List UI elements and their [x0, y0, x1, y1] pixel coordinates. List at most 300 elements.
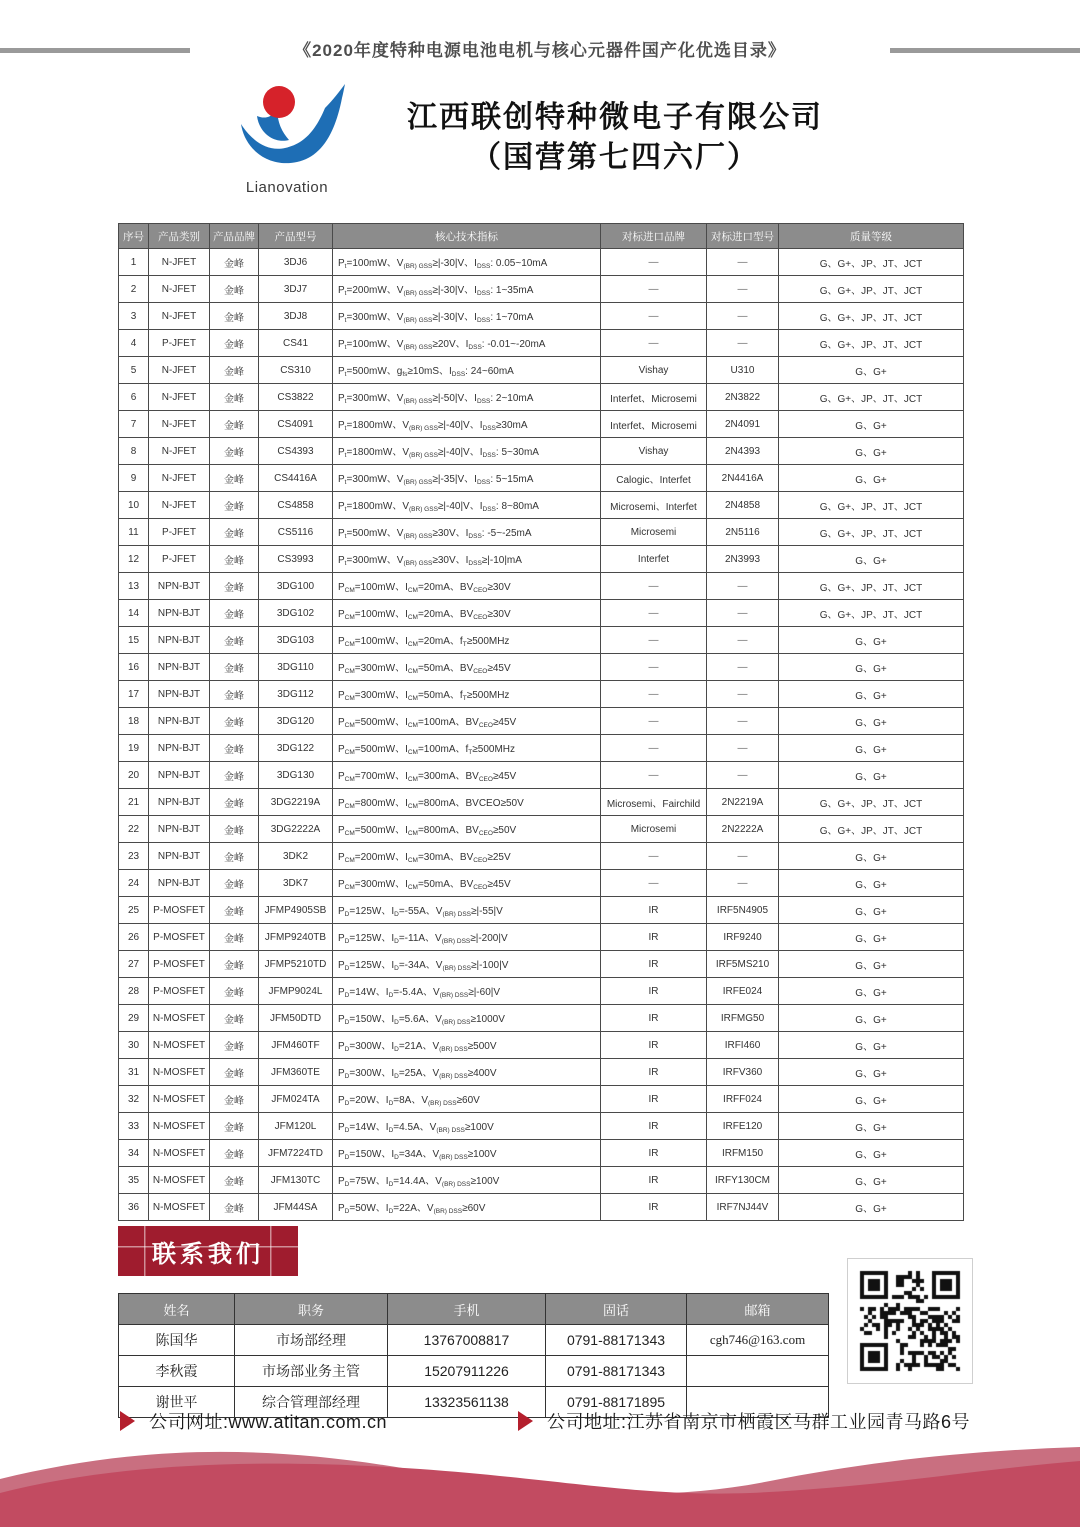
cell: 5: [119, 357, 149, 384]
spec-cell: $P_D=75W$、$I_D=14.4A$、$V_{(BR) DSS}\ge 100V$: [333, 1167, 601, 1194]
contact-cell: 13767008817: [388, 1325, 546, 1356]
cell: —: [601, 330, 707, 357]
cell: NPN-BJT: [149, 627, 210, 654]
cell: 金峰: [210, 681, 259, 708]
cell: 16: [119, 654, 149, 681]
cell: CS4393: [259, 438, 333, 465]
cell: 金峰: [210, 546, 259, 573]
cell: 金峰: [210, 627, 259, 654]
cell: G、G+: [779, 870, 964, 897]
column-header: 产品型号: [259, 224, 333, 249]
table-row: [119, 573, 964, 600]
spec-cell: $P_t=300mW$、$V_{(BR) GSS}\ge 30V$、$I_{DSS}\ge|-10|mA$: [333, 546, 601, 573]
cell: G、G+: [779, 762, 964, 789]
spec-cell: $P_t=100mW$、$V_{(BR) GSS}\ge|-30|V$、$I_{DSS}$: 0.05~10mA: [333, 249, 601, 276]
contact-cell: 综合管理部经理: [235, 1387, 388, 1418]
cell: NPN-BJT: [149, 870, 210, 897]
cell: 金峰: [210, 843, 259, 870]
column-header: 对标进口品牌: [601, 224, 707, 249]
cell: N-JFET: [149, 465, 210, 492]
cell: —: [707, 843, 779, 870]
cell: IRFY130CM: [707, 1167, 779, 1194]
table-row: [119, 816, 964, 843]
table-row: [119, 330, 964, 357]
cell: 28: [119, 978, 149, 1005]
cell: CS4416A: [259, 465, 333, 492]
table-row: [119, 681, 964, 708]
cell: IRFM150: [707, 1140, 779, 1167]
cell: 金峰: [210, 1194, 259, 1221]
cell: 金峰: [210, 1167, 259, 1194]
cell: IR: [601, 897, 707, 924]
table-row: [119, 1032, 964, 1059]
table-row: [119, 789, 964, 816]
cell: N-MOSFET: [149, 1194, 210, 1221]
cell: 金峰: [210, 357, 259, 384]
cell: 36: [119, 1194, 149, 1221]
contact-table-header: [119, 1294, 829, 1325]
cell: 金峰: [210, 600, 259, 627]
table-row: [119, 600, 964, 627]
cell: G、G+: [779, 411, 964, 438]
table-row: [119, 357, 964, 384]
cell: 22: [119, 816, 149, 843]
cell: JFM360TE: [259, 1059, 333, 1086]
spec-cell: $P_D=125W$、$I_D=-55A$、$V_{(BR) DSS}\ge|-55|V$: [333, 897, 601, 924]
table-row: [119, 303, 964, 330]
cell: 金峰: [210, 951, 259, 978]
contact-column-header: 职务: [235, 1294, 388, 1325]
cell: 12: [119, 546, 149, 573]
column-header: 序号: [119, 224, 149, 249]
table-row: [119, 249, 964, 276]
company-name-line1: 江西联创特种微电子有限公司: [407, 101, 823, 134]
cell: 13: [119, 573, 149, 600]
contact-row: [119, 1325, 829, 1356]
cell: —: [707, 573, 779, 600]
cell: —: [707, 735, 779, 762]
table-row: [119, 924, 964, 951]
cell: IR: [601, 1113, 707, 1140]
table-row: [119, 1005, 964, 1032]
spec-cell: $P_{CM}=100mW$、$I_{CM}=20mA$、$BV_{CEO}\ge 30V$: [333, 600, 601, 627]
table-row: [119, 978, 964, 1005]
cell: —: [707, 681, 779, 708]
cell: CS3822: [259, 384, 333, 411]
spec-cell: $P_{CM}=300mW$、$I_{CM}=50mA$、$BV_{CEO}\ge 45V$: [333, 870, 601, 897]
cell: CS4858: [259, 492, 333, 519]
cell: NPN-BJT: [149, 762, 210, 789]
cell: NPN-BJT: [149, 573, 210, 600]
cell: 3DK7: [259, 870, 333, 897]
cell: NPN-BJT: [149, 843, 210, 870]
spec-cell: $P_t=500mW$、$V_{(BR) GSS}\ge 30V$、$I_{DSS}$: -5~-25mA: [333, 519, 601, 546]
cell: P-JFET: [149, 330, 210, 357]
contact-column-header: 固话: [546, 1294, 687, 1325]
contact-cell: 李秋霞: [119, 1356, 235, 1387]
cell: 金峰: [210, 465, 259, 492]
column-header: 产品品牌: [210, 224, 259, 249]
cell: 2N4393: [707, 438, 779, 465]
table-row: [119, 654, 964, 681]
spec-cell: $P_D=14W$、$I_D=4.5A$、$V_{(BR) DSS}\ge 100V$: [333, 1113, 601, 1140]
cell: IRFMG50: [707, 1005, 779, 1032]
spec-cell: $P_D=50W$、$I_D=22A$、$V_{(BR) DSS}\ge 60V$: [333, 1194, 601, 1221]
spec-cell: $P_{CM}=500mW$、$I_{CM}=100mA$、$f_T\ge 500MHz$: [333, 735, 601, 762]
spec-cell: $P_t=500mW$、$g_{fs}\ge 10mS$、$I_{DSS}$: 24~60mA: [333, 357, 601, 384]
cell: N-JFET: [149, 276, 210, 303]
cell: —: [707, 762, 779, 789]
cell: —: [601, 654, 707, 681]
spec-cell: $P_D=20W$、$I_D=8A$、$V_{(BR) DSS}\ge 60V$: [333, 1086, 601, 1113]
cell: NPN-BJT: [149, 681, 210, 708]
cell: 2N5116: [707, 519, 779, 546]
cell: 3DG110: [259, 654, 333, 681]
cell: IRFE120: [707, 1113, 779, 1140]
logo-swoosh-icon: [227, 82, 347, 172]
cell: N-MOSFET: [149, 1167, 210, 1194]
cell: G、G+: [779, 978, 964, 1005]
address-text: 公司地址:江苏省南京市栖霞区马群工业园青马路6号: [547, 1412, 971, 1432]
spec-cell: $P_D=300W$、$I_D=25A$、$V_{(BR) DSS}\ge 400V$: [333, 1059, 601, 1086]
contact-row: [119, 1356, 829, 1387]
cell: P-MOSFET: [149, 951, 210, 978]
table-row: [119, 1086, 964, 1113]
cell: G、G+: [779, 546, 964, 573]
company-name: [370, 98, 860, 178]
contact-cell: 市场部经理: [235, 1325, 388, 1356]
spec-cell: $P_D=150W$、$I_D=5.6A$、$V_{(BR) DSS}\ge 1000V$: [333, 1005, 601, 1032]
cell: N-MOSFET: [149, 1113, 210, 1140]
cell: 金峰: [210, 519, 259, 546]
cell: Microsemi、Interfet: [601, 492, 707, 519]
cell: 2N4416A: [707, 465, 779, 492]
cell: P-JFET: [149, 546, 210, 573]
address-bullet-icon: [518, 1411, 533, 1431]
spec-cell: $P_t=1800mW$、$V_{(BR) GSS}\ge|-40|V$、$I_{DSS}$: 5~30mA: [333, 438, 601, 465]
cell: JFMP9024L: [259, 978, 333, 1005]
spec-cell: $P_{CM}=300mW$、$I_{CM}=50mA$、$f_T\ge 500MHz$: [333, 681, 601, 708]
table-row: [119, 870, 964, 897]
table-row: [119, 708, 964, 735]
cell: 金峰: [210, 303, 259, 330]
cell: —: [601, 870, 707, 897]
cell: 3DJ6: [259, 249, 333, 276]
cell: G、G+: [779, 897, 964, 924]
cell: 金峰: [210, 654, 259, 681]
cell: 11: [119, 519, 149, 546]
cell: 27: [119, 951, 149, 978]
cell: 金峰: [210, 870, 259, 897]
table-row: [119, 411, 964, 438]
company-logo: [222, 82, 352, 196]
cell: 21: [119, 789, 149, 816]
table-row: [119, 519, 964, 546]
cell: 金峰: [210, 276, 259, 303]
cell: 金峰: [210, 924, 259, 951]
contact-cell: 市场部业务主管: [235, 1356, 388, 1387]
cell: G、G+: [779, 843, 964, 870]
cell: IRFF024: [707, 1086, 779, 1113]
contact-table-body: [119, 1325, 829, 1418]
footer-wave-decoration: [0, 1437, 1080, 1527]
column-header: 对标进口型号: [707, 224, 779, 249]
cell: 金峰: [210, 1086, 259, 1113]
cell: N-MOSFET: [149, 1140, 210, 1167]
cell: NPN-BJT: [149, 816, 210, 843]
cell: G、G+: [779, 1032, 964, 1059]
table-row: [119, 762, 964, 789]
cell: IRF5N4905: [707, 897, 779, 924]
cell: IR: [601, 978, 707, 1005]
spec-cell: $P_t=300mW$、$V_{(BR) GSS}\ge|-50|V$、$I_{DSS}$: 2~10mA: [333, 384, 601, 411]
spec-cell: $P_{CM}=500mW$、$I_{CM}=800mA$、$BV_{CEO}\ge 50V$: [333, 816, 601, 843]
table-row: [119, 897, 964, 924]
cell: 20: [119, 762, 149, 789]
cell: G、G+: [779, 951, 964, 978]
cell: N-JFET: [149, 411, 210, 438]
cell: —: [601, 303, 707, 330]
contact-cell: 0791-88171343: [546, 1356, 687, 1387]
cell: CS5116: [259, 519, 333, 546]
contact-header-row: [119, 1294, 829, 1325]
spec-cell: $P_{CM}=200mW$、$I_{CM}=30mA$、$BV_{CEO}\ge 25V$: [333, 843, 601, 870]
cell: G、G+、JP、JT、JCT: [779, 384, 964, 411]
cell: 3DG112: [259, 681, 333, 708]
spec-cell: $P_t=1800mW$、$V_{(BR) GSS}\ge|-40|V$、$I_{DSS}$: 8~80mA: [333, 492, 601, 519]
cell: G、G+、JP、JT、JCT: [779, 276, 964, 303]
cell: P-MOSFET: [149, 924, 210, 951]
cell: —: [707, 600, 779, 627]
cell: N-MOSFET: [149, 1032, 210, 1059]
cell: 31: [119, 1059, 149, 1086]
cell: 14: [119, 600, 149, 627]
cell: 金峰: [210, 1113, 259, 1140]
product-table-header: [119, 224, 964, 249]
cell: 金峰: [210, 573, 259, 600]
cell: JFM44SA: [259, 1194, 333, 1221]
cell: 2N3993: [707, 546, 779, 573]
contact-cell: 0791-88171343: [546, 1325, 687, 1356]
cell: N-MOSFET: [149, 1059, 210, 1086]
cell: —: [707, 303, 779, 330]
cell: —: [601, 708, 707, 735]
spec-cell: $P_t=1800mW$、$V_{(BR) GSS}\ge|-40|V$、$I_{DSS}\ge 30mA$: [333, 411, 601, 438]
cell: N-MOSFET: [149, 1086, 210, 1113]
table-row: [119, 465, 964, 492]
cell: 金峰: [210, 1140, 259, 1167]
cell: G、G+、JP、JT、JCT: [779, 789, 964, 816]
column-header: 产品类别: [149, 224, 210, 249]
cell: 3DG122: [259, 735, 333, 762]
cell: 19: [119, 735, 149, 762]
table-row: [119, 627, 964, 654]
cell: Interfet、Microsemi: [601, 411, 707, 438]
cell: 3DG100: [259, 573, 333, 600]
table-row: [119, 438, 964, 465]
cell: JFMP4905SB: [259, 897, 333, 924]
cell: G、G+: [779, 1167, 964, 1194]
cell: 29: [119, 1005, 149, 1032]
cell: JFM120L: [259, 1113, 333, 1140]
cell: 3DG2222A: [259, 816, 333, 843]
contact-column-header: 手机: [388, 1294, 546, 1325]
cell: 3DJ8: [259, 303, 333, 330]
cell: 金峰: [210, 816, 259, 843]
product-table: [118, 223, 964, 1221]
cell: 金峰: [210, 1005, 259, 1032]
cell: —: [707, 627, 779, 654]
cell: 24: [119, 870, 149, 897]
spec-cell: $P_{CM}=100mW$、$I_{CM}=20mA$、$BV_{CEO}\ge 30V$: [333, 573, 601, 600]
cell: G、G+: [779, 708, 964, 735]
contact-column-header: 姓名: [119, 1294, 235, 1325]
table-row: [119, 843, 964, 870]
cell: 金峰: [210, 897, 259, 924]
spec-cell: $P_{CM}=100mW$、$I_{CM}=20mA$、$f_T\ge 500MHz$: [333, 627, 601, 654]
cell: P-MOSFET: [149, 978, 210, 1005]
cell: G、G+、JP、JT、JCT: [779, 600, 964, 627]
cell: 3DG103: [259, 627, 333, 654]
cell: —: [601, 573, 707, 600]
spec-cell: $P_t=300mW$、$V_{(BR) GSS}\ge|-30|V$、$I_{DSS}$: 1~70mA: [333, 303, 601, 330]
cell: G、G+: [779, 357, 964, 384]
cell: 金峰: [210, 1059, 259, 1086]
cell: N-MOSFET: [149, 1005, 210, 1032]
cell: 33: [119, 1113, 149, 1140]
cell: IRF7NJ44V: [707, 1194, 779, 1221]
cell: 金峰: [210, 492, 259, 519]
cell: —: [601, 276, 707, 303]
cell: —: [601, 249, 707, 276]
cell: 2N2222A: [707, 816, 779, 843]
cell: —: [707, 276, 779, 303]
website-bullet-icon: [120, 1411, 135, 1431]
cell: JFM024TA: [259, 1086, 333, 1113]
spec-cell: $P_D=125W$、$I_D=-11A$、$V_{(BR) DSS}\ge|-200|V$: [333, 924, 601, 951]
cell: NPN-BJT: [149, 789, 210, 816]
table-row: [119, 951, 964, 978]
cell: P-JFET: [149, 519, 210, 546]
cell: IR: [601, 1059, 707, 1086]
cell: G、G+: [779, 1140, 964, 1167]
cell: Microsemi、Fairchild: [601, 789, 707, 816]
cell: 10: [119, 492, 149, 519]
table-row: [119, 384, 964, 411]
cell: G、G+: [779, 1194, 964, 1221]
cell: —: [707, 870, 779, 897]
cell: 3DG120: [259, 708, 333, 735]
cell: —: [707, 708, 779, 735]
cell: 3DK2: [259, 843, 333, 870]
spec-cell: $P_t=300mW$、$V_{(BR) GSS}\ge|-35|V$、$I_{DSS}$: 5~15mA: [333, 465, 601, 492]
cell: Interfet、Microsemi: [601, 384, 707, 411]
cell: N-JFET: [149, 303, 210, 330]
spec-cell: $P_D=150W$、$I_D=34A$、$V_{(BR) DSS}\ge 100V$: [333, 1140, 601, 1167]
cell: 17: [119, 681, 149, 708]
cell: CS310: [259, 357, 333, 384]
cell: 32: [119, 1086, 149, 1113]
cell: 3DG2219A: [259, 789, 333, 816]
spec-cell: $P_{CM}=500mW$、$I_{CM}=100mA$、$BV_{CEO}\ge 45V$: [333, 708, 601, 735]
cell: 3DG102: [259, 600, 333, 627]
cell: NPN-BJT: [149, 600, 210, 627]
spec-cell: $P_{CM}=300mW$、$I_{CM}=50mA$、$BV_{CEO}\ge 45V$: [333, 654, 601, 681]
cell: 2N4858: [707, 492, 779, 519]
cell: G、G+: [779, 465, 964, 492]
cell: IR: [601, 951, 707, 978]
cell: IRFV360: [707, 1059, 779, 1086]
cell: IR: [601, 1086, 707, 1113]
cell: 26: [119, 924, 149, 951]
spec-cell: $P_t=200mW$、$V_{(BR) GSS}\ge|-30|V$、$I_{DSS}$: 1~35mA: [333, 276, 601, 303]
cell: CS4091: [259, 411, 333, 438]
spec-cell: $P_{CM}=800mW$、$I_{CM}=800mA$、BVCEO≥50V: [333, 789, 601, 816]
cell: 2N4091: [707, 411, 779, 438]
table-row: [119, 492, 964, 519]
logo-wordmark: Lianovation: [245, 179, 329, 196]
cell: 18: [119, 708, 149, 735]
cell: —: [601, 681, 707, 708]
cell: IR: [601, 1005, 707, 1032]
contact-banner: 联系我们: [118, 1226, 298, 1276]
cell: Microsemi: [601, 816, 707, 843]
qr-code: [847, 1258, 973, 1384]
cell: G、G+: [779, 735, 964, 762]
cell: 金峰: [210, 411, 259, 438]
cell: U310: [707, 357, 779, 384]
table-row: [119, 1113, 964, 1140]
contact-cell: 陈国华: [119, 1325, 235, 1356]
cell: 金峰: [210, 330, 259, 357]
catalog-title: 《2020年度特种电源电池电机与核心元器件国产化优选目录》: [294, 41, 786, 60]
product-table-body: [119, 249, 964, 1221]
cell: 2: [119, 276, 149, 303]
cell: 8: [119, 438, 149, 465]
cell: IRF9240: [707, 924, 779, 951]
cell: —: [707, 249, 779, 276]
cell: G、G+: [779, 1086, 964, 1113]
cell: G、G+: [779, 627, 964, 654]
address-row: [518, 1408, 970, 1434]
cell: G、G+: [779, 924, 964, 951]
spec-cell: $P_D=14W$、$I_D=-5.4A$、$V_{(BR) DSS}\ge|-60|V$: [333, 978, 601, 1005]
cell: —: [601, 762, 707, 789]
cell: —: [601, 600, 707, 627]
cell: 9: [119, 465, 149, 492]
company-name-line2: （国营第七四六厂）: [471, 141, 759, 174]
header-row: [119, 224, 964, 249]
cell: 3DJ7: [259, 276, 333, 303]
cell: —: [707, 330, 779, 357]
cell: IR: [601, 1032, 707, 1059]
cell: 4: [119, 330, 149, 357]
cell: G、G+、JP、JT、JCT: [779, 519, 964, 546]
column-header: 核心技术指标: [333, 224, 601, 249]
cell: IRF5MS210: [707, 951, 779, 978]
cell: 3: [119, 303, 149, 330]
cell: G、G+: [779, 1005, 964, 1032]
cell: 1: [119, 249, 149, 276]
cell: G、G+、JP、JT、JCT: [779, 330, 964, 357]
cell: JFMP5210TD: [259, 951, 333, 978]
cell: G、G+、JP、JT、JCT: [779, 816, 964, 843]
cell: G、G+、JP、JT、JCT: [779, 573, 964, 600]
cell: G、G+: [779, 654, 964, 681]
cell: 30: [119, 1032, 149, 1059]
cell: —: [707, 654, 779, 681]
cell: 金峰: [210, 789, 259, 816]
